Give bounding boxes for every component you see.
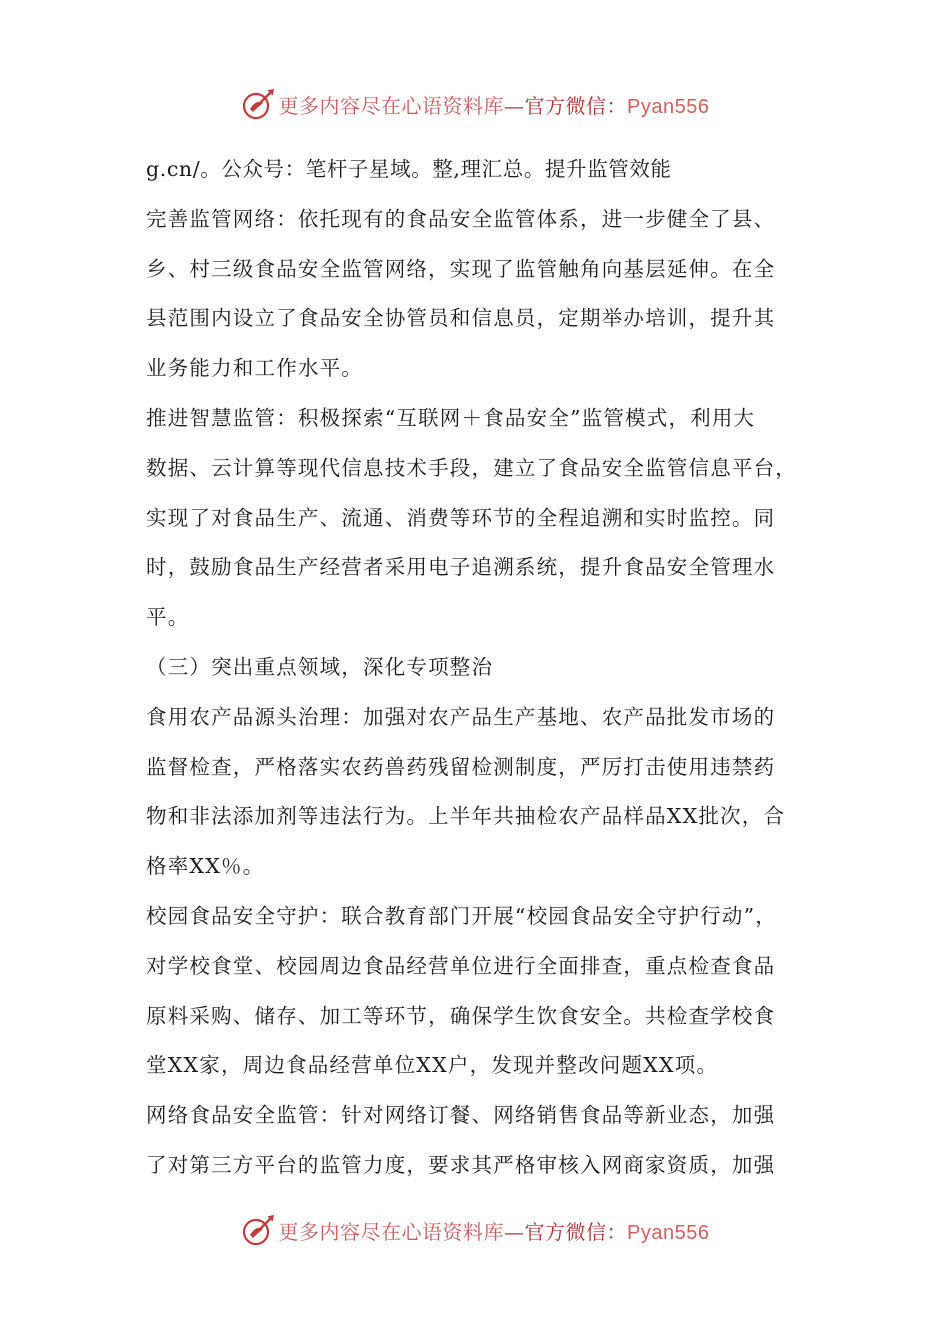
text-line: 物和非法添加剂等违法行为。上半年共抽检农产品样品XX批次，合 (146, 804, 786, 829)
text-line: g.cn/。公众号：笔杆子星域。整,理汇总。提升监管效能 (146, 157, 672, 181)
text-line: 时，鼓励食品生产经营者采用电子追溯系统，提升食品安全管理水 (146, 555, 776, 580)
banner-text (279, 1216, 710, 1245)
pen-logo-icon (241, 1213, 275, 1247)
header-banner (0, 84, 950, 124)
text-line: 网络食品安全监管：针对网络订餐、网络销售食品等新业态，加强 (146, 1103, 776, 1128)
text-line: 数据、云计算等现代信息技术手段，建立了食品安全监管信息平台， (146, 455, 797, 480)
banner-dash: — (504, 93, 525, 118)
section-heading: （三）突出重点领域，深化专项整治 (146, 654, 494, 679)
banner-text (279, 90, 710, 119)
banner-title: 更多内容尽在心语资料库 (278, 93, 505, 118)
text-line: 堂XX家，周边食品经营单位XX户，发现并整改问题XX项。 (146, 1053, 719, 1078)
text-line: 了对第三方平台的监管力度，要求其严格审核入网商家资质，加强 (146, 1152, 776, 1177)
document-body (146, 145, 810, 1191)
banner-dash: — (504, 1219, 525, 1244)
footer-banner (0, 1210, 950, 1250)
text-line: 校园食品安全守护：联合教育部门开展“校园食品安全守护行动”， (146, 903, 777, 928)
text-line: 县范围内设立了食品安全协管员和信息员，定期举办培训，提升其 (146, 306, 776, 331)
text-line: 食用农产品源头治理：加强对农产品生产基地、农产品批发市场的 (146, 704, 776, 729)
text-line: 对学校食堂、校园周边食品经营单位进行全面排查，重点检查食品 (146, 953, 776, 978)
text-line: 业务能力和工作水平。 (146, 356, 363, 381)
banner-wechat-label: 官方微信： (524, 93, 628, 118)
text-line: 格率XX％。 (146, 854, 265, 879)
pen-logo-icon (241, 87, 275, 121)
text-line: 实现了对食品生产、流通、消费等环节的全程追溯和实时监控。同 (146, 505, 776, 530)
text-line: 监督检查，严格落实农药兽药残留检测制度，严厉打击使用违禁药 (146, 754, 776, 779)
text-line: 完善监管网络：依托现有的食品安全监管体系，进一步健全了县、 (146, 206, 776, 231)
banner-wechat-id: Pyan556 (627, 95, 710, 118)
text-line: 推进智慧监管：积极探索“互联网＋食品安全”监管模式，利用大 (146, 405, 756, 430)
text-line: 平。 (146, 605, 190, 630)
banner-wechat-label: 官方微信： (524, 1219, 628, 1244)
text-line: 原料采购、储存、加工等环节，确保学生饮食安全。共检查学校食 (146, 1003, 776, 1028)
banner-title: 更多内容尽在心语资料库 (278, 1219, 505, 1244)
banner-wechat-id: Pyan556 (627, 1221, 710, 1244)
text-line: 乡、村三级食品安全监管网络，实现了监管触角向基层延伸。在全 (146, 256, 776, 281)
